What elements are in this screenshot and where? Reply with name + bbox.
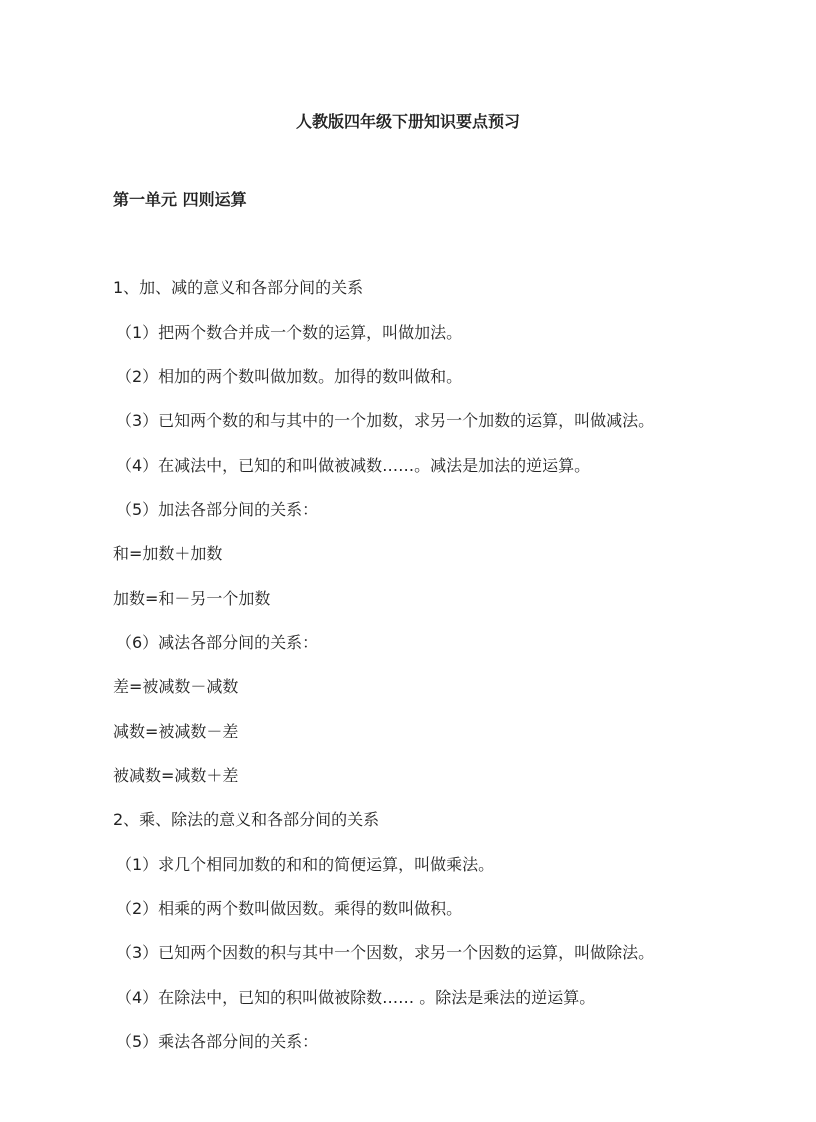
text-line: （1）求几个相同加数的和和的简便运算，叫做乘法。	[116, 855, 495, 874]
unit-heading: 第一单元 四则运算	[113, 190, 247, 209]
text-line: （6）减法各部分间的关系：	[116, 633, 319, 652]
formula-line: 差=被减数－减数	[113, 677, 239, 696]
text-line: （3）已知两个数的和与其中的一个加数，求另一个加数的运算，叫做减法。	[116, 411, 655, 430]
formula-line: 加数=和－另一个加数	[113, 589, 271, 608]
formula-line: 减数=被减数－差	[113, 722, 239, 741]
text-line: （2）相加的两个数叫做加数。加得的数叫做和。	[116, 367, 463, 386]
document-title: 人教版四年级下册知识要点预习	[295, 112, 520, 131]
text-line: （1）把两个数合并成一个数的运算，叫做加法。	[116, 323, 463, 342]
section-heading-multiplication-division: 2、乘、除法的意义和各部分间的关系	[113, 810, 380, 829]
text-line: （4）在减法中，已知的和叫做被减数……。减法是加法的逆运算。	[116, 456, 591, 475]
text-line: （2）相乘的两个数叫做因数。乘得的数叫做积。	[116, 899, 463, 918]
text-line: （5）加法各部分间的关系：	[116, 500, 319, 519]
formula-line: 被减数=减数＋差	[113, 766, 239, 785]
text-line: （4）在除法中，已知的积叫做被除数…… 。除法是乘法的逆运算。	[116, 988, 596, 1007]
section-heading-addition-subtraction: 1、加、减的意义和各部分间的关系	[113, 278, 364, 297]
formula-line: 和=加数＋加数	[113, 544, 223, 563]
text-line: （5）乘法各部分间的关系：	[116, 1032, 319, 1051]
text-line: （3）已知两个因数的积与其中一个因数，求另一个因数的运算，叫做除法。	[116, 943, 655, 962]
